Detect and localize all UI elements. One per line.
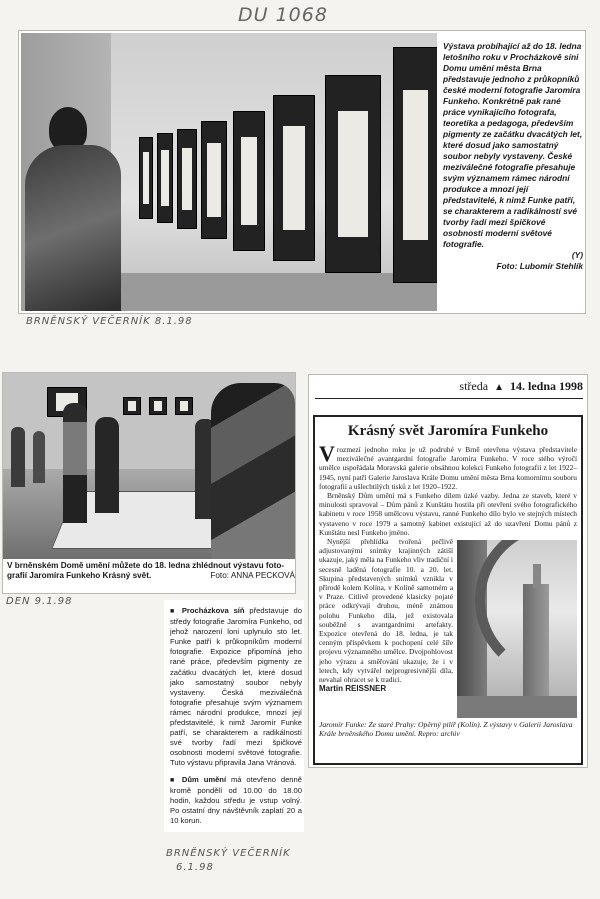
framed-photograph xyxy=(273,95,315,261)
notice-item-text: má otevřeno denně kromě pondělí od 10.00 do 18.00 hodin, každou středu je vstup volný. Po ostatní dny návštěvník zaplatí 20 a 10 korun. xyxy=(170,774,302,825)
date-full: 14. ledna 1998 xyxy=(509,379,583,393)
date-line xyxy=(315,379,583,399)
clipping-gallery-visitors xyxy=(2,372,296,594)
notice-item xyxy=(170,606,302,769)
handwritten-source-note: 6.1.98 xyxy=(176,862,214,873)
photo-caption xyxy=(7,561,295,581)
framed-photograph xyxy=(325,75,381,273)
article-paragraph: V rozmezí jednoho roku je už podruhé v Brně otevřena výstava představitele meziválečné avantgardní fotografie Jaromíra Funkeho. V roce stého výročí umělce uspořádala Moravská galerie obsáhnou kolekci Funkeho fotografií z let 1922–1945, nyní patří Galerie Jaroslava Krále Domu umění města Brna komornímu souboru fotografií a ušlechtilých tisků z let 1920–1922. xyxy=(319,441,577,491)
square-bullet-icon: ■ xyxy=(170,776,178,784)
handwritten-source-note: BRNĚNSKÝ VEČERNÍK 8.1.98 xyxy=(26,316,193,327)
visitor-figure xyxy=(63,403,87,523)
clipping-short-notice xyxy=(164,600,304,832)
photo-caption xyxy=(443,41,583,272)
date-day: středa xyxy=(459,379,489,393)
gallery-photo xyxy=(3,373,295,559)
article-photo-caption: Jaromír Funke: Ze staré Prahy: Opěrný pilíř (Kolín). Z výstavy v Galerii Jaroslava Krále brněnského Domu umění. Repro: archiv xyxy=(319,720,573,739)
visitor-figure xyxy=(211,383,295,559)
handwritten-source-note: DEN 9.1.98 xyxy=(6,596,73,607)
caption-signature: (Y) xyxy=(571,250,583,260)
article-box xyxy=(313,415,583,765)
framed-photograph xyxy=(175,397,193,415)
framed-photograph xyxy=(139,137,153,219)
framed-photograph xyxy=(177,129,197,229)
square-bullet-icon: ■ xyxy=(170,608,177,615)
caption-text: Výstava probíhající až do 18. ledna letošního roku v Procházkově síni Domu umění města Brna představuje jednoho z průkopníků české moderní fotografie Jaromíra Funkeho. Konkrétně pak rané práce vynikajícího fotografa, teoretika a pedagoga, především pigmenty ze začátku dvacátých let, které dosud jako samostatný soubor nebyly vystaveny. České meziválečné fotografie přesahuje svým významem rámec národní produkce a mnozí její představitelé, k nimž Funke patří, se charakterem a radikálností své tvorby řadí mezi špičkové osobnosti moderní světové fotografie. xyxy=(443,41,583,249)
photo-credit: Foto: Lubomír Stehlík xyxy=(496,261,583,271)
handwritten-source-note: BRNĚNSKÝ VEČERNÍK xyxy=(166,848,291,859)
caption-line: V brněnském Domě umění můžete do 18. ledna zhlédnout výstavu foto- xyxy=(7,561,285,570)
notice-item xyxy=(170,775,302,826)
caption-line: grafií Jaromíra Funkeho Krásný svět. xyxy=(7,571,152,580)
article-photo xyxy=(457,540,577,718)
framed-photograph xyxy=(149,397,167,415)
framed-photograph xyxy=(393,47,437,283)
exhibition-photo xyxy=(21,33,437,311)
visitor-figure xyxy=(11,427,25,487)
framed-photograph xyxy=(123,397,141,415)
article-headline: Krásný svět Jaromíra Funkeho xyxy=(347,423,549,439)
clipping-article xyxy=(308,374,588,768)
drop-cap: V xyxy=(319,441,335,466)
visitor-figure xyxy=(95,417,119,513)
notice-item-title: Procházkova síň xyxy=(181,606,245,615)
visitor-figure xyxy=(33,431,45,483)
framed-photograph xyxy=(201,121,227,239)
article-paragraph: Brněnský Dům umění má s Funkeho dílem úzké vazby. Jedna ze staveb, které v minulosti spravoval – Dům pánů z Kunštátu hostila při otevření svého fotografického kabinetu v roce 1958 umělcovu výstavu, ranné Funkeho dílo bylo ve stejných místech vystaveno v roce 1979 a samotný kabinet existující až do uzavření Domu pánů z Kunštátu nesl Funkeho jméno. xyxy=(319,491,577,537)
date-triangle-icon: ▲ xyxy=(494,382,504,393)
article-author: Martin REISSNER xyxy=(319,684,387,694)
article-paragraph: Nynější přehlídka tvořená pečlivě adjustovanými snímky krajinných zátiší ukazuje, jaký měla na Funkeho vliv tradiční i secesně laděná fotografie 10. a 20. let. Skupina představených snímků vznikla v přírodě kolem Kolína, v Kolíně samotném a v Praze. Citlivě provedené klasicky pojaté práce odkrývají druhou, méně známou polohu Funkeho díla, jež existovala souběžně s avantgardními artefakty. Expozice otevřená do 18. ledna, je tak cenným příspěvkem k pochopení celé šíře projevu významného umělce. Dvojpohlovost jeho výrazu a směřování ukazuje, že i v letech, kdy vytvářel nejprogresivnější díla, nevahal ohracet se k tradici. xyxy=(319,537,453,685)
clipping-exhibition-photo xyxy=(18,30,586,314)
archive-number: DU 1068 xyxy=(238,4,328,26)
framed-photograph xyxy=(157,133,173,223)
visitor-jacket xyxy=(25,145,121,311)
notice-item-text: představuje do středy fotografie Jaromíra Funkeho, od jehož narození loni uplynulo sto let. Funke patří k průkopníkům moderní fotografie. Expozice připomíná jeho rané práce, především pigmenty ze začátku dvacátých let, které dosud jako samostatný soubor nebyly vystaveny. Česká meziválečná fotografie přesahuje svým významem rámec národní produkce, mnozí její představitelé, k nimž Jaromír Funke patří, se charakterem a radikálností své tvorby řadí mezi špičkové osobnosti moderní světové fotografie. Tuto výstavu připravila Jana Vránová. xyxy=(170,606,302,768)
photo-credit: Foto: ANNA PECKOVÁ xyxy=(210,571,295,580)
article-body xyxy=(319,441,577,739)
framed-photograph xyxy=(233,111,265,251)
notice-item-title: Dům umění xyxy=(181,774,227,784)
